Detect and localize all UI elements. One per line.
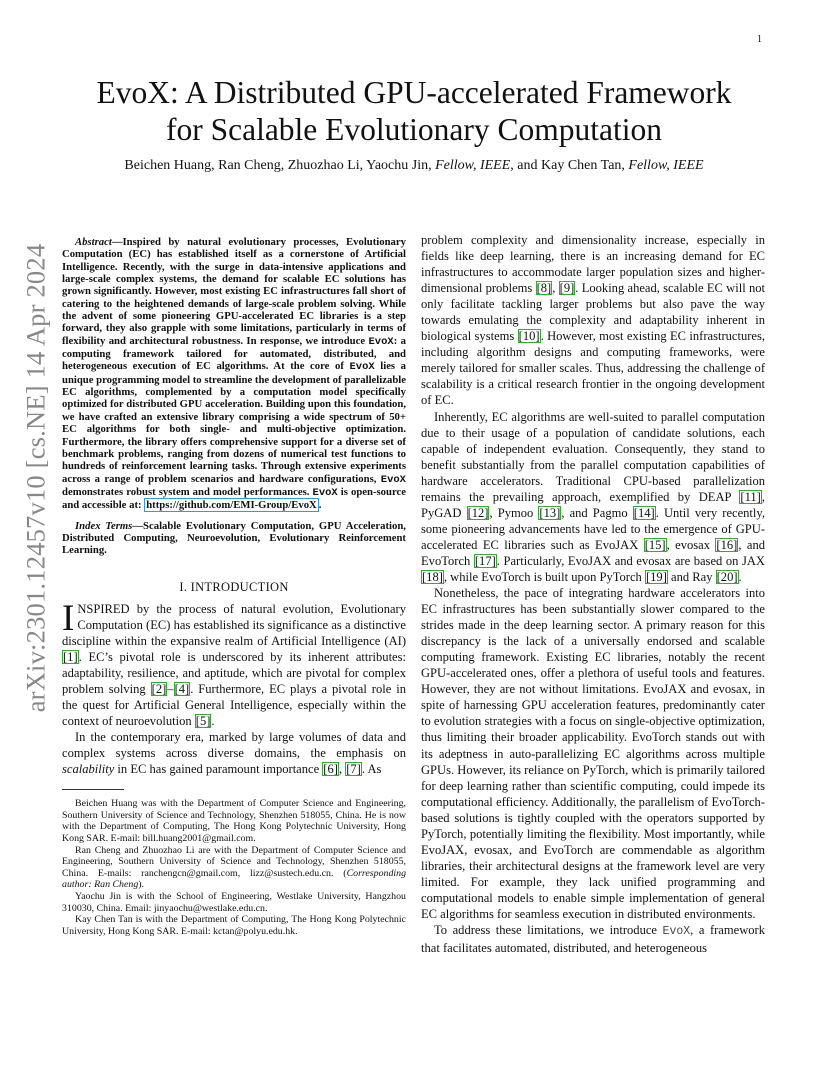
footnote-text: Ran Cheng and Zhuozhao Li are with the Department of Computer Science and Engineering, Southern University of Science and Technology, Shenzhen 518055, China. E-mails: ranchengcn@gmail.com, lizz@sustech.edu.cn. ( [62, 844, 406, 879]
body-paragraph-1 [421, 232, 765, 409]
section-heading-introduction [62, 579, 406, 595]
index-terms-text: —Scalable Evolutionary Computation, GPU Acceleration, Distributed Computing, Neuroevolution, Evolutionary Reinforcement Learning. [62, 519, 406, 557]
author-list [62, 158, 766, 174]
abstract-text: is open-source and accessible at: [62, 485, 406, 512]
title-line-2: for Scalable Evolutionary Computation [165, 112, 663, 147]
body-text: – [167, 681, 174, 696]
intro-paragraph-2 [62, 729, 406, 777]
arxiv-identifier-text: arXiv:2301.12457v10 [cs.NE] 14 Apr 2024 [20, 243, 51, 713]
body-text: , a framework that facilitates automated, distributed, and heterogeneous [421, 923, 765, 956]
github-link[interactable]: https://github.com/EMI-Group/EvoX [146, 499, 317, 512]
page-number: 1 [757, 34, 762, 45]
evox-name: EvoX [380, 473, 406, 486]
abstract-text: : a computing framework tailored for automated, distributed, and heterogeneous execution of EC algorithms. At the core of [62, 334, 406, 373]
body-text: , Pymoo [489, 505, 539, 520]
footnote-text: ). [138, 879, 145, 891]
citation-link[interactable]: [14] [633, 505, 655, 520]
emphasis: scalability [62, 762, 115, 777]
body-text: Inherently, EC algorithms are well-suited to parallel computation due to their usage of a population of candidate solutions, each capable of independent evaluation. Consequently, they stand to benefit substantially from the parallel computation capabilities of hardware accelerators. Traditional CPU-based parallelization remains the prevailing approach, exemplified by DEAP [421, 409, 765, 504]
section-title-initial: I [190, 579, 196, 594]
body-text: problem complexity and dimensionality increase, especially in fields like deep learning, there is an increasing demand for EC infrastructures to accommodate larger population sizes and higher-dimensional problems [421, 233, 765, 296]
citation-link[interactable]: [20] [716, 569, 738, 584]
evox-name: EvoX [368, 335, 394, 348]
body-text: , and Pagmo [561, 505, 633, 520]
citation-link[interactable]: [18] [422, 569, 443, 584]
body-text: . EC’s pivotal role is underscored by its inherent attributes: adaptability, resilience, and aptitude, which are pivotal for complex problem solving [62, 649, 406, 696]
evox-name: EvoX [349, 361, 375, 374]
section-title-rest: NTRODUCTION [195, 579, 289, 594]
body-text: To address these limitations, we introduce [434, 923, 663, 938]
body-text: . However, most existing EC infrastructures, including algorithm designs and computing frameworks, were merely tailored for smaller scales. Thus, addressing the challenge of scalability is a critical research frontier in the ongoing development of EC. [421, 329, 765, 408]
abstract-text: lies a unique programming model to streamline the development of parallelizable EC algorithms, complemented by a computation model specifically optimized for distributed GPU acceleration. Building upon this foundation, we have crafted an extensive library comprising a wide spectrum of 50+ EC algorithms for both single- and multi-objective optimization. Furthermore, the library offers comprehensive support for a diverse set of benchmark problems, ranging from dozens of numerical test functions to hundreds of reinforcement learning tasks. Through extensive experiments across a range of problem scenarios and hardware configurations, [62, 360, 407, 485]
authors-part: Beichen Huang, Ran Cheng, Zhuozhao Li, Yaochu Jin, [124, 158, 436, 173]
abstract-label: Abstract [75, 236, 112, 248]
body-text: , while EvoTorch is built upon PyTorch [443, 569, 645, 584]
citation-link[interactable]: [10] [518, 329, 540, 344]
body-text: . As [361, 762, 382, 777]
body-text: . Looking ahead, scalable EC will not only facilitate tackling larger problems but also pave the way towards emulating the complexity and adaptability inherent in biological systems [421, 281, 765, 344]
abstract [62, 236, 406, 512]
body-paragraph-3: Nonetheless, the pace of integrating hardware accelerators into EC infrastructures has been substantially slower compared to the strides made in the deep learning sector. A primary reason for this discrepancy is the lack of a universally endorsed and scalable computing framework. Existing EC libraries, notably the recent GPU-accelerated ones, offer a plethora of useful tools and features. However, they are not without limitations. EvoJAX and evosax, in spite of harnessing GPU acceleration features, predominantly cater to evolution strategies with a focus on single-objective optimization, thus limiting their broader applicability. EvoTorch stands out with its adeptness in auto-parallelizing EC algorithms across multiple GPUs. However, its reliance on PyTorch, which is primarily tailored for deep learning rather than scientific computing, could impede its computational efficiency. Additionally, the parallelism of EvoTorch-based solutions is tightly coupled with the operators supported by PyTorch, potentially limiting the flexibility. Most importantly, while EvoJAX, evosax, and EvoTorch are commendable as algorithm libraries, their architectural designs at the framework level are very limited. For example, they lack unified programming and computational models to enable simple implementation of general EC algorithms for seamless execution in distributed environments. [421, 586, 765, 921]
body-text: . [211, 713, 215, 728]
right-column [421, 232, 765, 956]
fellow-title: Fellow, IEEE [628, 158, 704, 173]
fellow-title: Fellow, IEEE [435, 158, 511, 173]
body-text: and Ray [667, 569, 716, 584]
citation-link[interactable]: [12] [467, 505, 489, 520]
abstract-text: . [318, 499, 322, 512]
footnote-cheng-li [62, 845, 406, 891]
citation-link[interactable]: [7] [346, 762, 361, 777]
body-text: , [552, 281, 559, 296]
footnote-tan: Kay Chen Tan is with the Department of Computing, The Hong Kong Polytechnic University, Hong Kong SAR. E-mail: kctan@polyu.edu.hk. [62, 914, 406, 937]
section-number: I. [179, 579, 191, 594]
drop-cap: I [62, 597, 75, 639]
footnote-huang: Beichen Huang was with the Department of Computer Science and Engineering, Southern University of Science and Technology, Shenzhen 518055, China. He is now with the Department of Computing, The Hong Kong Polytechnic University, Hong Kong SAR. E-mail: bill.huang2001@gmail.com. [62, 798, 406, 844]
body-text: . Particularly, EvoJAX and evosax are based on JAX [496, 553, 765, 568]
citation-link[interactable]: [11] [740, 489, 761, 504]
footnote-jin: Yaochu Jin is with the School of Engineering, Westlake University, Hangzhou 310030, China. Email: jinyaochu@westlake.edu.cn. [62, 890, 406, 914]
citation-link[interactable]: [2] [151, 681, 167, 696]
citation-link[interactable]: [6] [323, 762, 338, 777]
body-text: in EC has gained paramount importance [114, 762, 323, 777]
body-text: . Until very recently, some pioneering advancements have led to the emergence of GPU-accelerated EC libraries such as EvoJAX [421, 505, 765, 552]
citation-link[interactable]: [16] [716, 537, 738, 552]
citation-link[interactable]: [15] [644, 537, 666, 552]
title-line-1: EvoX: A Distributed GPU-accelerated Framework [96, 75, 732, 110]
paper-title [62, 74, 766, 148]
body-text: , [338, 762, 346, 777]
body-text: , PyGAD [421, 489, 765, 520]
intro-paragraph-1 [62, 597, 406, 729]
citation-link[interactable]: [19] [645, 569, 667, 584]
body-text: In the contemporary era, marked by large volumes of data and complex systems across diverse domains, the emphasis on [62, 730, 406, 761]
body-paragraph-4 [421, 922, 765, 956]
corresponding-author: Corresponding author: Ran Cheng [62, 867, 406, 891]
body-text: , and EvoTorch [421, 537, 765, 568]
body-paragraph-2 [421, 409, 765, 586]
citation-link[interactable]: [13] [539, 505, 561, 520]
arxiv-identifier [16, 243, 56, 713]
evox-name: EvoX [312, 486, 338, 499]
citation-link[interactable]: [4] [174, 681, 190, 696]
citation-link[interactable]: [1] [63, 649, 78, 664]
body-text: NSPIRED by the process of natural evolution, Evolutionary Computation (EC) has established its significance as a distinctive discipline within the expansive realm of Artificial Intelligence (AI) [62, 601, 406, 648]
body-text: , evosax [666, 537, 716, 552]
index-terms-label: Index Terms [75, 519, 133, 532]
body-text: . Furthermore, EC plays a pivotal role in the quest for Artificial General Intelligence, especially within the context of neuroevolution [62, 681, 406, 728]
footnote-divider [62, 789, 124, 790]
citation-link[interactable]: [5] [195, 713, 211, 728]
left-column [62, 232, 406, 937]
citation-link[interactable]: [8] [536, 281, 552, 296]
abstract-text: demonstrates robust system and model performances. [62, 485, 313, 498]
authors-part: , and Kay Chen Tan, [510, 158, 629, 173]
citation-link[interactable]: [9] [559, 281, 575, 296]
evox-name: EvoX [662, 925, 691, 939]
body-text: . [738, 569, 742, 584]
index-terms [62, 520, 406, 557]
citation-link[interactable]: [17] [474, 553, 496, 568]
abstract-text: —Inspired by natural evolutionary processes, Evolutionary Computation (EC) has established itself as a cornerstone of Artificial Intelligence. Recently, with the surge in data-intensive applications and large-scale complex systems, the demand for scalable EC solutions has grown significantly. However, most existing EC infrastructures fall short of catering to the heightened demands of large-scale problem solving. While the advent of some pioneering GPU-accelerated EC libraries is a step forward, they also grapple with some limitations, particularly in terms of flexibility and architectural robustness. In response, we introduce [62, 236, 406, 347]
